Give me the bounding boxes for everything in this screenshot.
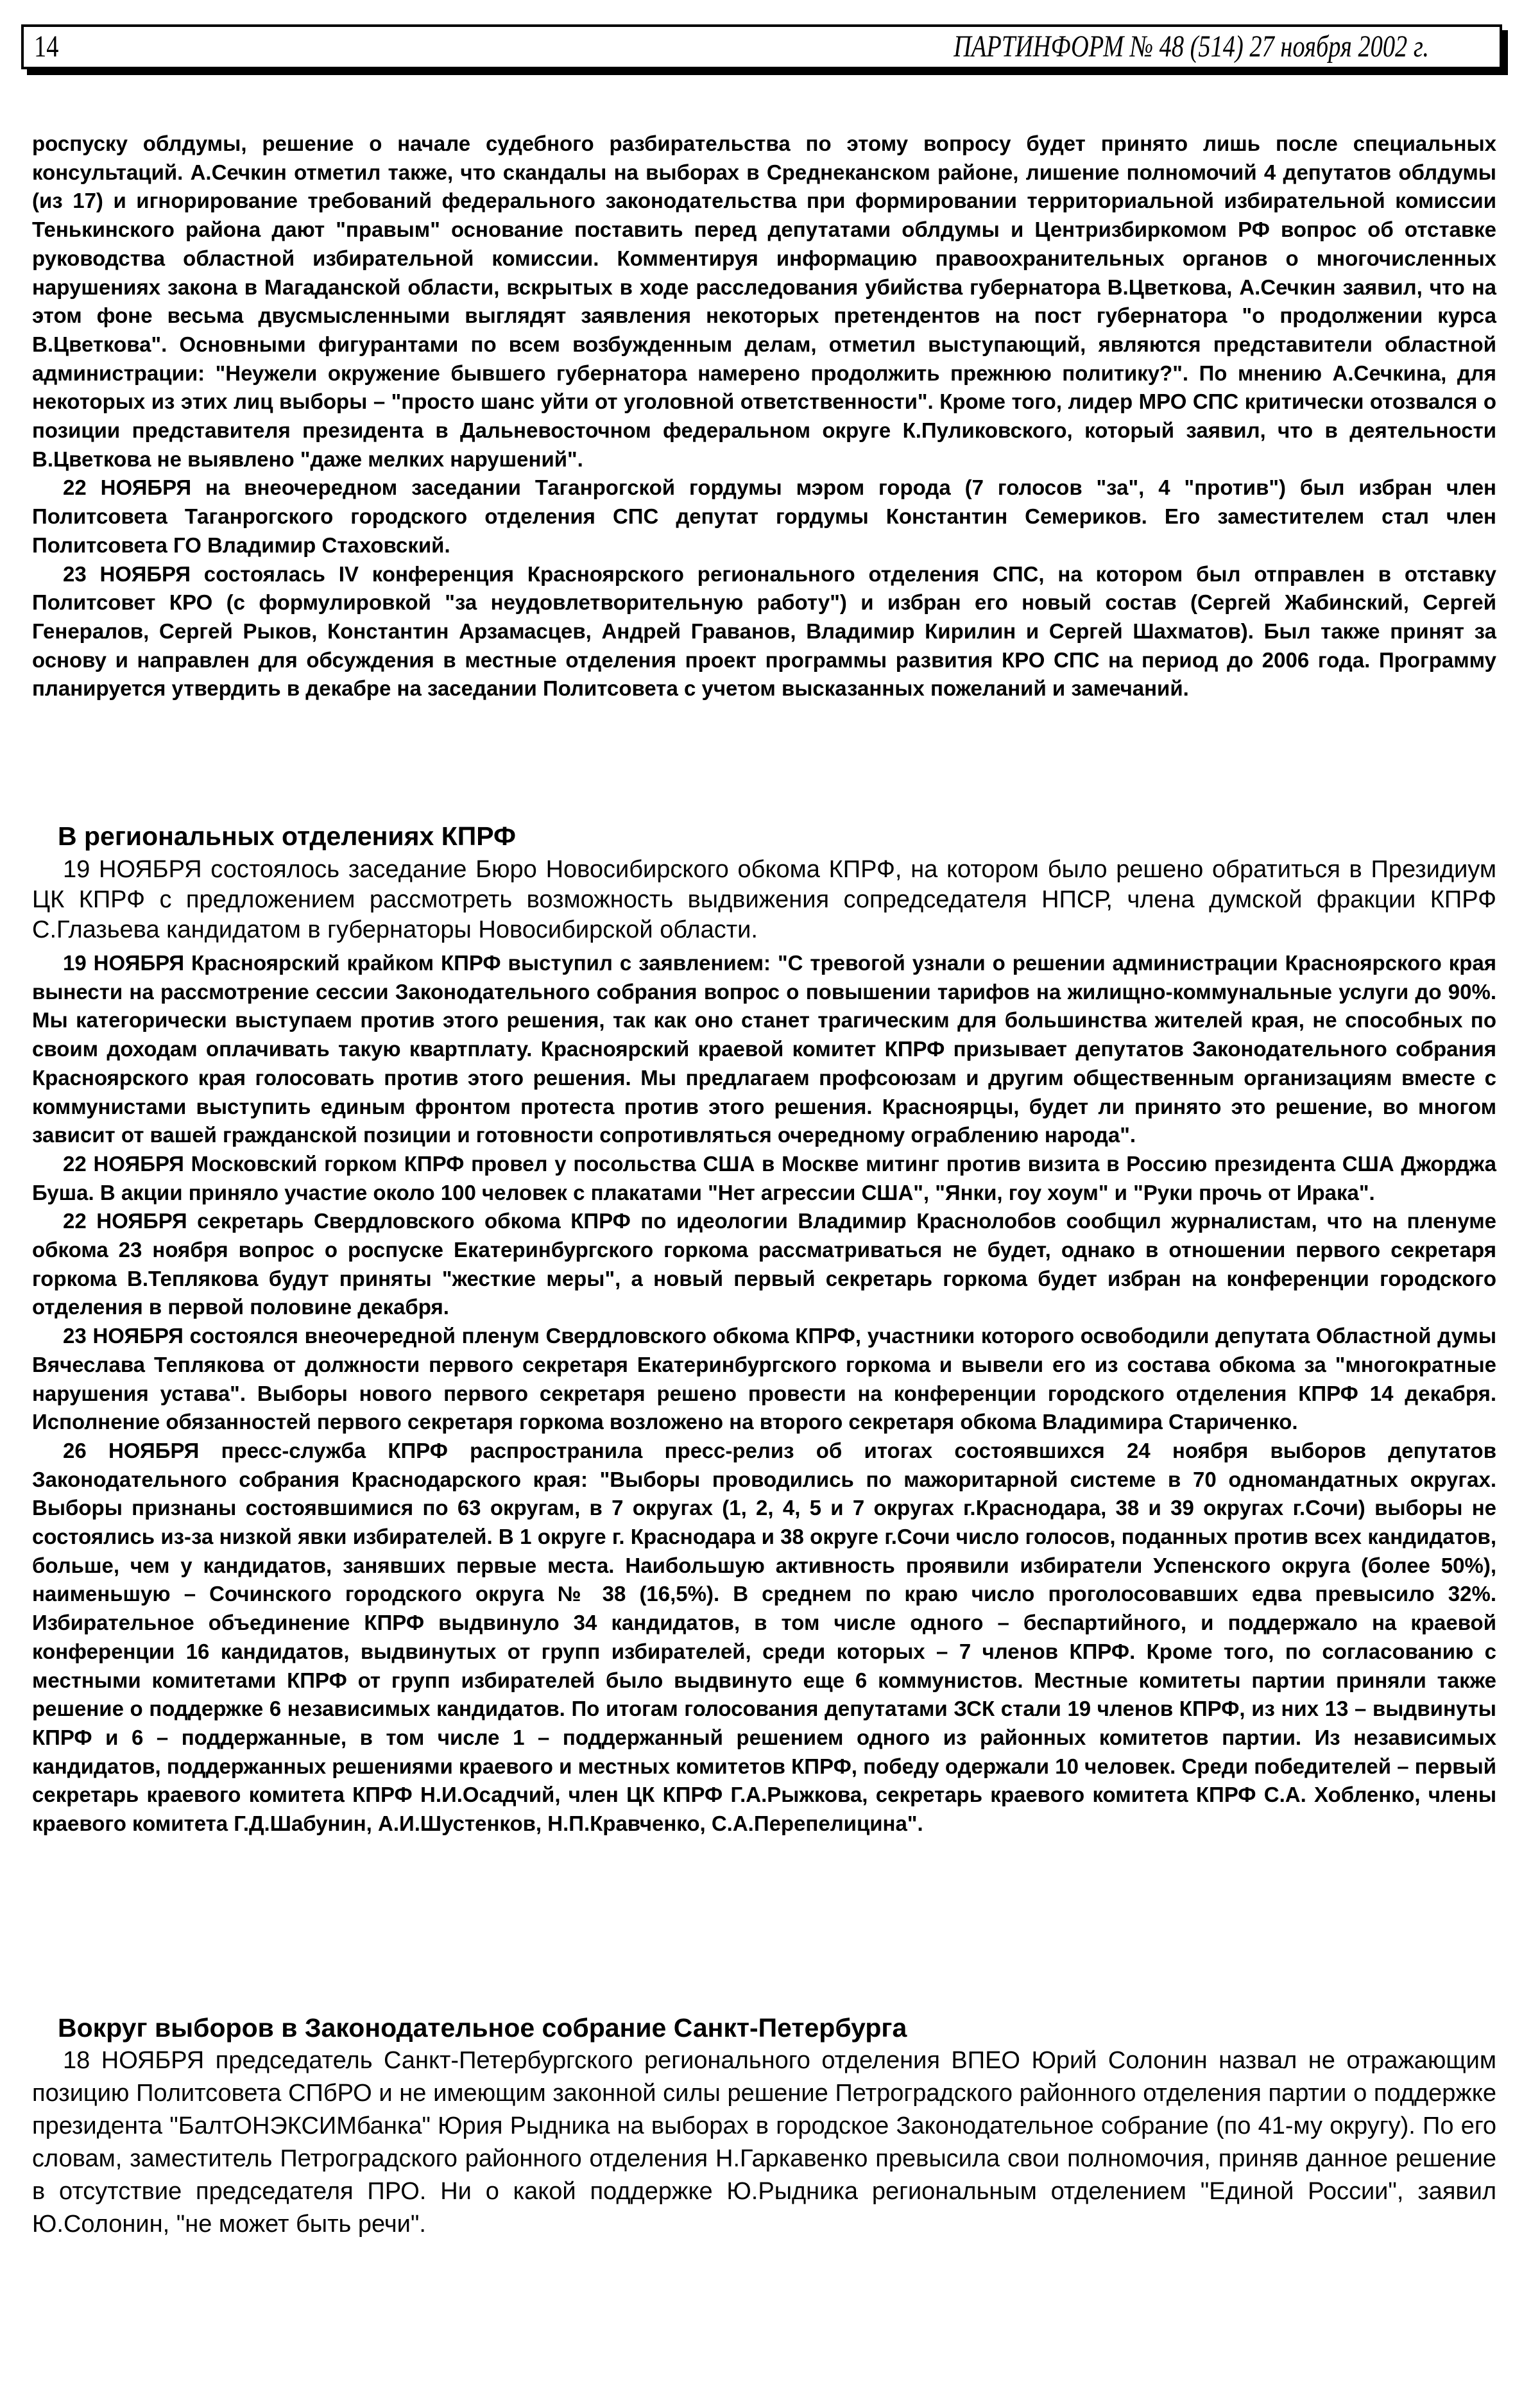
paragraph: 22 НОЯБРЯ на внеочередном заседании Таганрогской гордумы мэром города (7 голосов "за", 4 "против") был избран член Политсовета Таганрогского городского отделения СПС депутат гордумы Константин Семериков. Его заместителем стал член Политсовета ГО Владимир Стаховский. bbox=[32, 476, 1496, 557]
paragraph: 26 НОЯБРЯ пресс-служба КПРФ распространила пресс-релиз об итогах состоявшихся 24 ноября выборов депутатов Законодательного собрания Краснодарского края: "Выборы проводились по мажоритарной системе в 70 одномандатных округах. Выборы признаны состоявшимися по 63 округам, в 7 округах (1, 2, 4, 5 и 7 округах г.Краснодара, 38 и 39 округах г.Сочи) выборы не состоялись из-за низкой явки избирателей. В 1 округе г. Краснодара и 38 округе г.Сочи число голосов, поданных против всех кандидатов, больше, чем у кандидатов, занявших первые места. Наибольшую активность проявили избиратели Успенского округа (более 50%), наименьшую – Сочинского городского округа № 38 (16,5%). В среднем по краю число проголосовавших едва превысило 32%. Избирательное объединение КПРФ выдвинуло 34 кандидатов, в том числе одного – беспартийного, и поддержало на краевой конференции 16 кандидатов, выдвинутых от групп избирателей, среди которых – 7 членов КПРФ. Кроме того, по согласованию с местными комитетами КПРФ от групп избирателей было выдвинуто еще 6 коммунистов. Местные комитеты партии приняли также решение о поддержке 6 независимых кандидатов. По итогам голосования депутатами ЗСК стали 19 членов КПРФ, из них 13 – выдвинуты КПРФ и 6 – поддержанные, в том числе 1 – поддержанный решением одного из районных комитетов партии. Из независимых кандидатов, поддержанных решениями краевого и местных комитетов КПРФ, победу одержали 10 человек. Среди победителей – первый секретарь краевого комитета КПРФ Н.И.Осадчий, член ЦК КПРФ Г.А.Рыжкова, секретарь краевого комитета КПРФ С.А. Хобленко, члены краевого комитета Г.Д.Шабунин, А.И.Шустенков, Н.П.Кравченко, С.А.Перепелицина". bbox=[32, 1438, 1496, 1836]
paragraph: 19 НОЯБРЯ состоялось заседание Бюро Новосибирского обкома КПРФ, на котором было решено обратиться в Президиум ЦК КПРФ с предложением рассмотреть возможность выдвижения сопредседателя НПСР, члена думской фракции КПРФ С.Глазьева кандидатом в губернаторы Новосибирской области. bbox=[32, 856, 1496, 943]
page-header bbox=[21, 24, 1502, 69]
paragraph: 19 НОЯБРЯ Красноярский крайком КПРФ выступил с заявлением: "С тревогой узнали о решении администрации Красноярского края вынести на рассмотрение сессии Законодательного собрания вопрос о повышении тарифов на жилищно-коммунальные услуги до 90%. Мы категорически выступаем против этого решения, так как оно станет трагическим для большинства жителей края, не способных по своим доходам оплачивать такую квартплату. Красноярский краевой комитет КПРФ призывает депутатов Законодательного собрания Красноярского края голосовать против этого решения. Мы предлагаем профсоюзам и другим общественным организациям вместе с коммунистами выступить единым фронтом протеста против этого решения. Красноярцы, будет ли принято это решение, во многом зависит от вашей гражданской позиции и готовности сопротивляться очередному ограблению народа". bbox=[32, 951, 1496, 1147]
paragraph: 18 НОЯБРЯ председатель Санкт-Петербургского регионального отделения ВПЕО Юрий Солонин назвал не отражающим позицию Политсовета СПбРО и не имеющим законной силы решение Петроградского районного отделения партии о поддержке президента "БалтОНЭКСИМбанка" Юрия Рыдника на выборах в городское Законодательное собрание (по 41-му округу). По его словам, заместитель Петроградского районного отделения Н.Гаркавенко превысила свои полномочия, приняв данное решение в отсутствие председателя ПРО. Ни о какой поддержке Ю.Рыдника региональным отделением "Единой России", заявил Ю.Солонин, "не может быть речи". bbox=[32, 2047, 1496, 2238]
paragraph: 23 НОЯБРЯ состоялась IV конференция Красноярского регионального отделения СПС, на котором был отправлен в отставку Политсовет КРО (с формулировкой "за неудовлетворительную работу") и избран его новый состав (Сергей Жабинский, Сергей Генералов, Сергей Рыков, Константин Арзамасцев, Андрей Граванов, Владимир Кирилин и Сергей Шахматов). Был также принят за основу и направлен для обсуждения в местные отделения проект программы развития КРО СПС на период до 2006 года. Программу планируется утвердить в декабре на заседании Политсовета с учетом высказанных пожеланий и замечаний. bbox=[32, 561, 1496, 701]
paragraph: роспуску облдумы, решение о начале судебного разбирательства по этому вопросу будет принято лишь после специальных консультаций. А.Сечкин отметил также, что скандалы на выборах в Среднеканском районе, лишение полномочий 4 депутатов облдумы (из 17) и игнорирование требований федерального законодательства при формировании территориальной избирательной комиссии Тенькинского района дают "правым" основание поставить перед депутатами облдумы и Центризбиркомом РФ вопрос об отставке руководства областной избирательной комиссии. Комментируя информацию правоохранительных органов о многочисленных нарушениях закона в Магаданской области, вскрытых в ходе расследования убийства губернатора В.Цветкова, А.Сечкин заявил, что на этом фоне весьма двусмысленными выглядят заявления некоторых претендентов на пост губернатора "о продолжении курса В.Цветкова". Основными фигурантами по всем возбужденным делам, отметил выступающий, являются представители областной администрации: "Неужели окружение бывшего губернатора намерено продолжить прежнюю политику?". По мнению А.Сечкина, для некоторых из этих лиц выборы – "просто шанс уйти от уголовной ответственности". Кроме того, лидер МРО СПС критически отозвался о позиции представителя президента в Дальневосточном федеральном округе К.Пуликовского, который заявил, что в деятельности В.Цветкова не выявлено "даже мелких нарушений". bbox=[32, 132, 1496, 471]
page-number: 14 bbox=[34, 30, 59, 64]
issue-title: ПАРТИНФОРМ № 48 (514) 27 ноября 2002 г. bbox=[954, 30, 1429, 64]
section-heading-spb: Вокруг выборов в Законодательное собрание Санкт-Петербурга bbox=[58, 2013, 907, 2043]
section-kprf-lead bbox=[32, 855, 1496, 945]
section-heading-kprf: В региональных отделениях КПРФ bbox=[58, 821, 517, 851]
paragraph: 22 НОЯБРЯ секретарь Свердловского обкома КПРФ по идеологии Владимир Краснолобов сообщил журналистам, что на пленуме обкома 23 ноября вопрос о роспуске Екатеринбургского горкома рассматриваться не будет, однако в отношении первого секретаря горкома В.Теплякова будут приняты "жесткие меры", а новый первый секретарь горкома будет избран на конференции городского отделения в первой половине декабря. bbox=[32, 1209, 1496, 1319]
section-spb-lead bbox=[32, 2044, 1496, 2241]
section-kprf-news bbox=[32, 949, 1496, 1838]
paragraph: 22 НОЯБРЯ Московский горком КПРФ провел у посольства США в Москве митинг против визита в Россию президента США Джорджа Буша. В акции приняло участие около 100 человек с плакатами "Нет агрессии США", "Янки, гоу хоум" и "Руки прочь от Ирака". bbox=[32, 1151, 1496, 1204]
paragraph: 23 НОЯБРЯ состоялся внеочередной пленум Свердловского обкома КПРФ, участники которого освободили депутата Областной думы Вячеслава Теплякова от должности первого секретаря Екатеринбургского горкома и вывели его из состава обкома за "многократные нарушения устава". Выборы нового первого секретаря решено провести на конференции городского отделения КПРФ 14 декабря. Исполнение обязанностей первого секретаря горкома возложено на второго секретаря обкома Владимира Стариченко. bbox=[32, 1324, 1496, 1434]
section-sps-news bbox=[32, 130, 1496, 703]
